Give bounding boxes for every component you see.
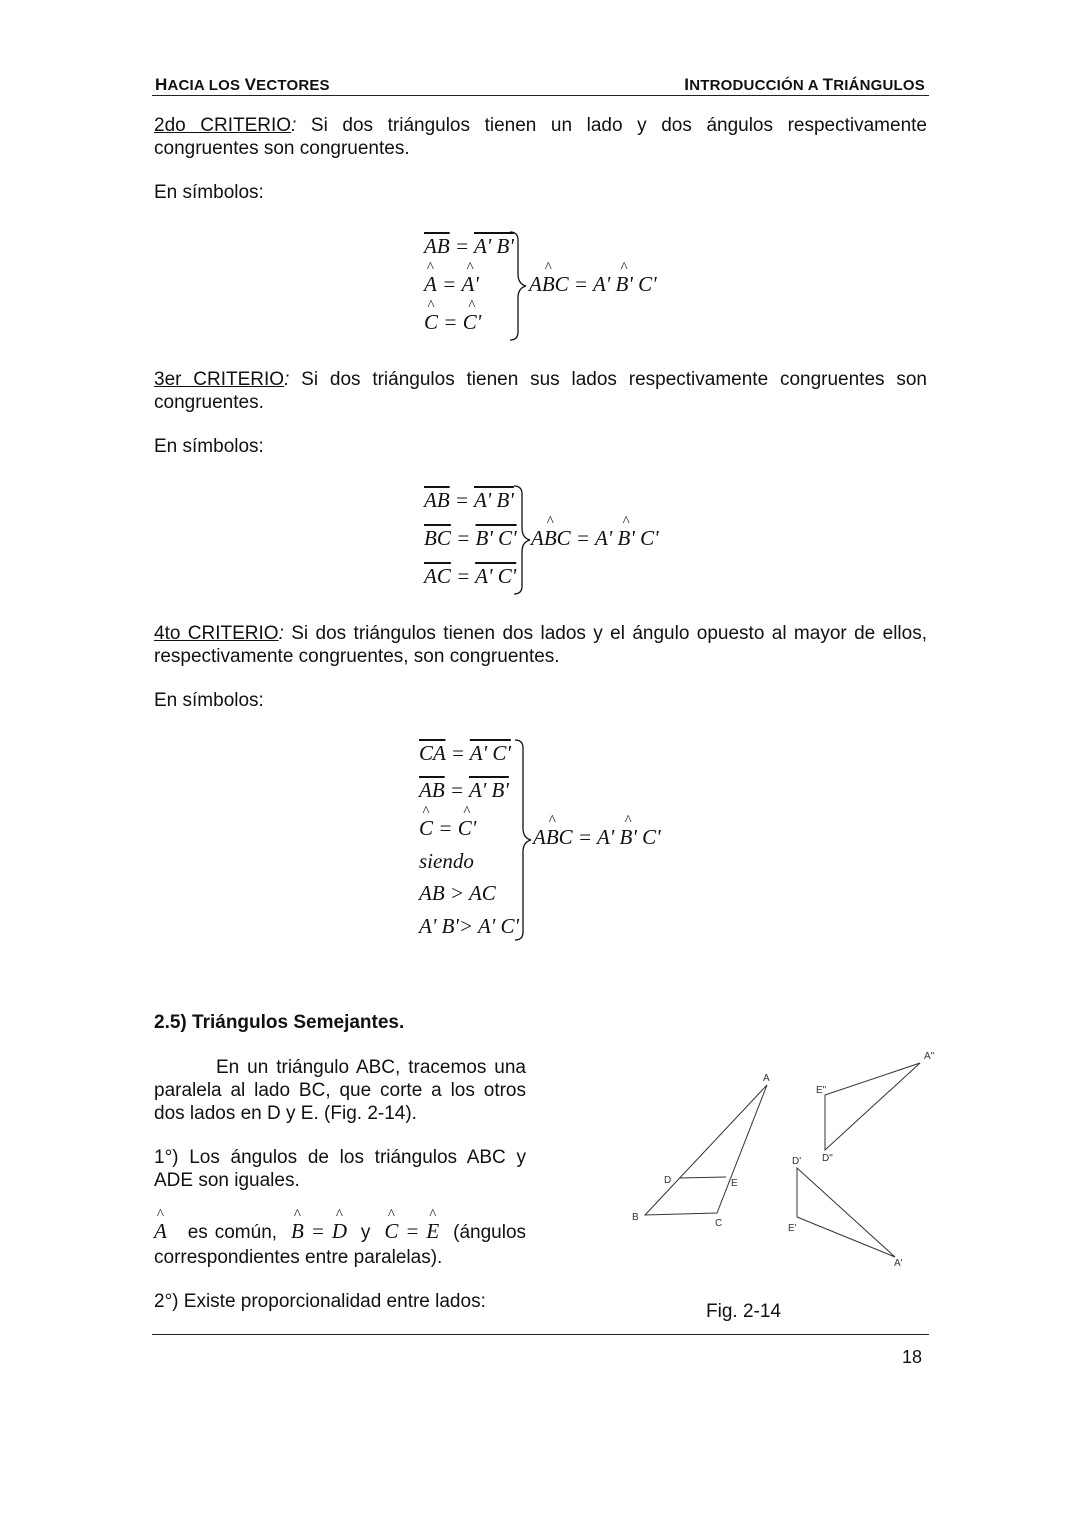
header-right-cap2: T <box>822 75 834 94</box>
concl-A: A <box>533 825 546 849</box>
math-3-row-4: siendo <box>419 849 474 873</box>
math-1-conclusion <box>529 274 657 295</box>
concl-C: C <box>556 526 571 550</box>
eq: = <box>438 816 453 840</box>
math-3-conclusion <box>533 827 661 848</box>
criterion-2-text: Si dos triángulos tienen un lado y dos ángulos respectivamente congruentes son congruentes. <box>154 115 927 159</box>
segment-AB: $\overline{AB}$ <box>419 778 445 802</box>
label-C: C <box>715 1218 723 1229</box>
concl-B1: ^ B' <box>620 827 637 848</box>
math-3-row-5 <box>419 883 496 904</box>
section-paragraph-1 <box>154 1056 526 1125</box>
criterion-4-text: Si dos triángulos tienen dos lados y el ángulo opuesto al mayor de ellos, respectivamente congruentes, son congruentes. <box>154 623 927 667</box>
eq: = <box>577 825 593 849</box>
criterion-2-title: 2do CRITERIO <box>154 115 292 136</box>
angle-C: ^ C <box>384 1221 398 1242</box>
figure-caption: Fig. 2-14 <box>706 1301 781 1322</box>
label-A: A <box>763 1073 770 1084</box>
header-left <box>155 75 330 95</box>
math-2-row-2 <box>424 528 517 549</box>
concl-C1: C' <box>636 825 661 849</box>
segment-A1C1: A' C' <box>469 741 511 765</box>
label-B: B <box>632 1212 639 1223</box>
criterion-2-paragraph <box>154 114 927 160</box>
math-3-row-3 <box>419 818 476 839</box>
footer-rule <box>152 1334 929 1335</box>
gt: > <box>449 881 465 905</box>
angle-A1: ^ A' <box>462 274 479 295</box>
eq: = <box>443 310 458 334</box>
page-number: 18 <box>902 1347 923 1367</box>
label-A1: A' <box>894 1258 903 1269</box>
eq: = <box>573 272 589 296</box>
criterion-4-symbols-label: En símbolos: <box>154 690 264 711</box>
label-D: D <box>664 1175 672 1186</box>
segment-B1C1: B' C' <box>475 526 517 550</box>
math-3-row-6 <box>419 916 519 937</box>
criterion-3-symbols-label: En símbolos: <box>154 436 264 457</box>
section-paragraph-4: 2°) Existe proporcionalidad entre lados: <box>154 1291 486 1312</box>
header-rule <box>152 95 929 96</box>
concl-C: C <box>558 825 573 849</box>
label-E: E <box>731 1178 738 1189</box>
concl-C1: C' <box>634 526 659 550</box>
eq: = <box>442 272 457 296</box>
triangle-D1E1A1 <box>797 1168 895 1257</box>
segment-A1B1: A' B' <box>473 488 514 512</box>
eq: = <box>450 741 465 765</box>
criterion-2-colon: : <box>291 115 297 136</box>
math-1-row-3 <box>424 312 481 333</box>
concl-C1: C' <box>632 272 657 296</box>
header-left-part2: ECTORES <box>256 77 330 94</box>
concl-A: A <box>531 526 544 550</box>
angle-A: ^ A <box>154 1221 167 1242</box>
triangle-ABC <box>645 1085 767 1215</box>
header-right-part1: NTRODUCCIÓN A <box>689 77 823 94</box>
criterion-4-paragraph <box>154 622 927 668</box>
header-left-cap2: V <box>244 75 257 94</box>
A1C1: A' C' <box>477 914 520 938</box>
concl-A: A <box>529 272 542 296</box>
segment-A1B1: A' B' <box>468 778 509 802</box>
figure-2-14 <box>620 1045 940 1275</box>
criterion-3-colon: : <box>284 369 290 390</box>
criterion-4-title: 4to CRITERIO <box>154 623 279 644</box>
header-left-cap1: H <box>155 75 168 94</box>
segment-BC: $\overline{BC}$ <box>424 526 451 550</box>
math-3-row-1 <box>419 743 511 764</box>
math-1-row-2 <box>424 274 479 295</box>
criterion-3-text: Si dos triángulos tienen sus lados respectivamente congruentes son congruentes. <box>154 369 927 413</box>
section-p3-y: y <box>360 1222 371 1243</box>
angle-D: ^ D <box>332 1221 347 1242</box>
criterion-3-paragraph <box>154 368 927 414</box>
header-right <box>684 75 925 95</box>
eq: = <box>449 778 465 802</box>
segment-A1C1: A' C' <box>475 564 517 588</box>
segment-CA: $\overline{CA}$ <box>419 741 446 765</box>
label-E2: E" <box>816 1085 827 1096</box>
math-2-row-1 <box>424 490 514 511</box>
section-p3-common: es común, <box>187 1222 278 1243</box>
angle-C: ^ C <box>419 818 433 839</box>
angle-B: ^ B <box>291 1221 304 1242</box>
eq: = <box>454 488 470 512</box>
concl-B: ^ B <box>544 528 557 549</box>
segment-AB: $\overline{AB}$ <box>424 234 450 258</box>
concl-A1: A' <box>596 825 620 849</box>
math-2-conclusion <box>531 528 659 549</box>
math-3-row-2 <box>419 780 509 801</box>
angle-A: ^ A <box>424 274 437 295</box>
concl-A1: A' <box>594 526 618 550</box>
label-A2: A" <box>924 1051 935 1062</box>
section-p3-tail: (ángulos correspondientes entre paralelas). <box>154 1222 527 1268</box>
angle-E: ^ E <box>426 1221 439 1242</box>
segment-AB: $\overline{AB}$ <box>424 488 450 512</box>
segment-DE <box>679 1177 726 1178</box>
AC: AC <box>468 881 496 905</box>
angle-C: ^ C <box>424 312 438 333</box>
brace-1 <box>508 230 530 342</box>
header-left-part1: ACIA LOS <box>167 77 245 94</box>
triangle-A2E2D2 <box>825 1063 920 1150</box>
eq: = <box>456 526 471 550</box>
angle-C1: ^ C' <box>458 818 477 839</box>
concl-C: C <box>554 272 569 296</box>
criterion-4-colon: : <box>278 623 284 644</box>
concl-B: ^ B <box>542 274 555 295</box>
criterion-2-symbols-label: En símbolos: <box>154 182 264 203</box>
label-E1: E' <box>788 1223 797 1234</box>
header-right-part2: RIÁNGULOS <box>833 77 925 94</box>
brace-3 <box>513 738 535 942</box>
section-p1-text: En un triángulo ABC, tracemos una paralela al lado BC, que corte a los otros dos lados en D y E. (Fig. 2-14). <box>154 1057 526 1124</box>
AB: AB <box>419 881 445 905</box>
section-p2-text: 1°) Los ángulos de los triángulos ABC y ADE son iguales. <box>154 1147 526 1191</box>
criterion-3-title: 3er CRITERIO <box>154 369 285 390</box>
concl-A1: A' <box>592 272 616 296</box>
math-2-row-3 <box>424 566 516 587</box>
section-paragraph-2 <box>154 1146 526 1192</box>
gt: > <box>458 914 474 938</box>
concl-B1: ^ B' <box>618 528 635 549</box>
section-paragraph-3: ^ A es común, ^ B = ^ D y ^ C = ^ E (ángulos correspondientes entre paralelas). <box>154 1220 526 1270</box>
concl-B: ^ B <box>546 827 559 848</box>
eq: = <box>454 234 470 258</box>
section-title: 2.5) Triángulos Semejantes. <box>154 1012 405 1033</box>
segment-A1B1: A' B' <box>473 234 514 258</box>
header-right-cap1: I <box>684 75 690 94</box>
math-1-row-1 <box>424 236 514 257</box>
A1B1: A' B' <box>419 914 459 938</box>
label-D1: D' <box>792 1156 802 1167</box>
concl-B1: ^ B' <box>616 274 633 295</box>
label-D2: D" <box>822 1153 833 1164</box>
segment-AC: $\overline{AC}$ <box>424 564 451 588</box>
angle-C1: ^ C' <box>463 312 482 333</box>
eq: = <box>456 564 471 588</box>
eq: = <box>575 526 591 550</box>
